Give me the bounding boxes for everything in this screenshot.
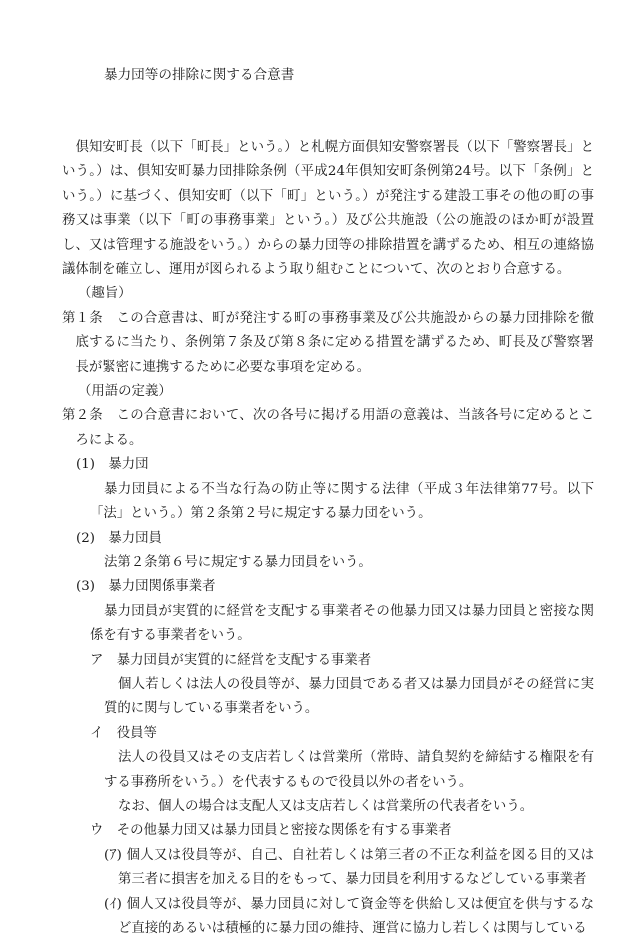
preamble-paragraph: 倶知安町長（以下「町長」という。）と札幌方面倶知安警察署長（以下「警察署長」という。）は、倶知安町暴力団排除条例（平成24年倶知安町条例第24号。以下「条例」という。）に基づく、倶知安町（以下「町」という。）が発注する建設工事その他の町の事務又は事業（以下「町の事務事業」という。）及び公共施設（公の施設のほか町が設置し、又は管理する施設をいう。）からの暴力団等の排除措置を講ずるため、相互の連絡協議体制を確立し、運用が図られるよう取り組むことについて、次のとおり合意する。: [62, 140, 594, 278]
item2-body: 法第２条第６号に規定する暴力団員をいう。: [104, 554, 372, 570]
item3-body: 暴力団員が実質的に経営を支配する事業者その他暴力団又は暴力団員と密接な関係を有する事業者をいう。: [90, 603, 594, 644]
subitem-u-item-i: (ｲ) 個人又は役員等が、暴力団員に対して資金等を供給し又は便宜を供与するなど直接的あるいは積極的に暴力団の維持、運営に協力し若しくは関与している: [104, 896, 594, 936]
document-title: 暴力団等の排除に関する合意書: [104, 67, 295, 83]
item3-label: (3) 暴力団関係事業者: [76, 579, 216, 595]
item1-label: (1) 暴力団: [76, 457, 149, 473]
subitem-i-label: イ 役員等: [90, 725, 157, 741]
article1-heading: （趣旨）: [78, 286, 132, 302]
subitem-a-label: ア 暴力団員が実質的に経営を支配する事業者: [90, 652, 372, 668]
subitem-i-note: なお、個人の場合は支配人又は支店若しくは営業所の代表者をいう。: [118, 798, 534, 814]
subitem-u-item-a: (ｱ) 個人又は役員等が、自己、自社若しくは第三者の不正な利益を図る目的又は第三者に損害を加える目的をもって、暴力団員を利用するなどしている事業者: [104, 847, 594, 888]
item1-body: 暴力団員による不当な行為の防止等に関する法律（平成３年法律第77号。以下「法」という。）第２条第２号に規定する暴力団をいう。: [90, 481, 594, 522]
subitem-i-body: 法人の役員又はその支店若しくは営業所（常時、請負契約を締結する権限を有する事務所をいう。）を代表するもので役員以外の者をいう。: [104, 750, 594, 790]
subitem-u-label: ウ その他暴力団又は暴力団員と密接な関係を有する事業者: [90, 823, 452, 839]
article2-heading: （用語の定義）: [78, 384, 172, 400]
document-body: [62, 136, 594, 941]
article2-text: 第２条 この合意書において、次の各号に掲げる用語の意義は、当該各号に定めるところによる。: [62, 408, 594, 448]
item2-label: (2) 暴力団員: [76, 530, 162, 546]
subitem-a-body: 個人若しくは法人の役員等が、暴力団員である者又は暴力団員がその経営に実質的に関与している事業者をいう。: [104, 676, 594, 717]
article1-text: 第１条 この合意書は、町が発注する町の事務事業及び公共施設からの暴力団排除を徹底するに当たり、条例第７条及び第８条に定める措置を講ずるため、町長及び警察署長が緊密に連携するために必要な事項を定める。: [62, 310, 594, 375]
